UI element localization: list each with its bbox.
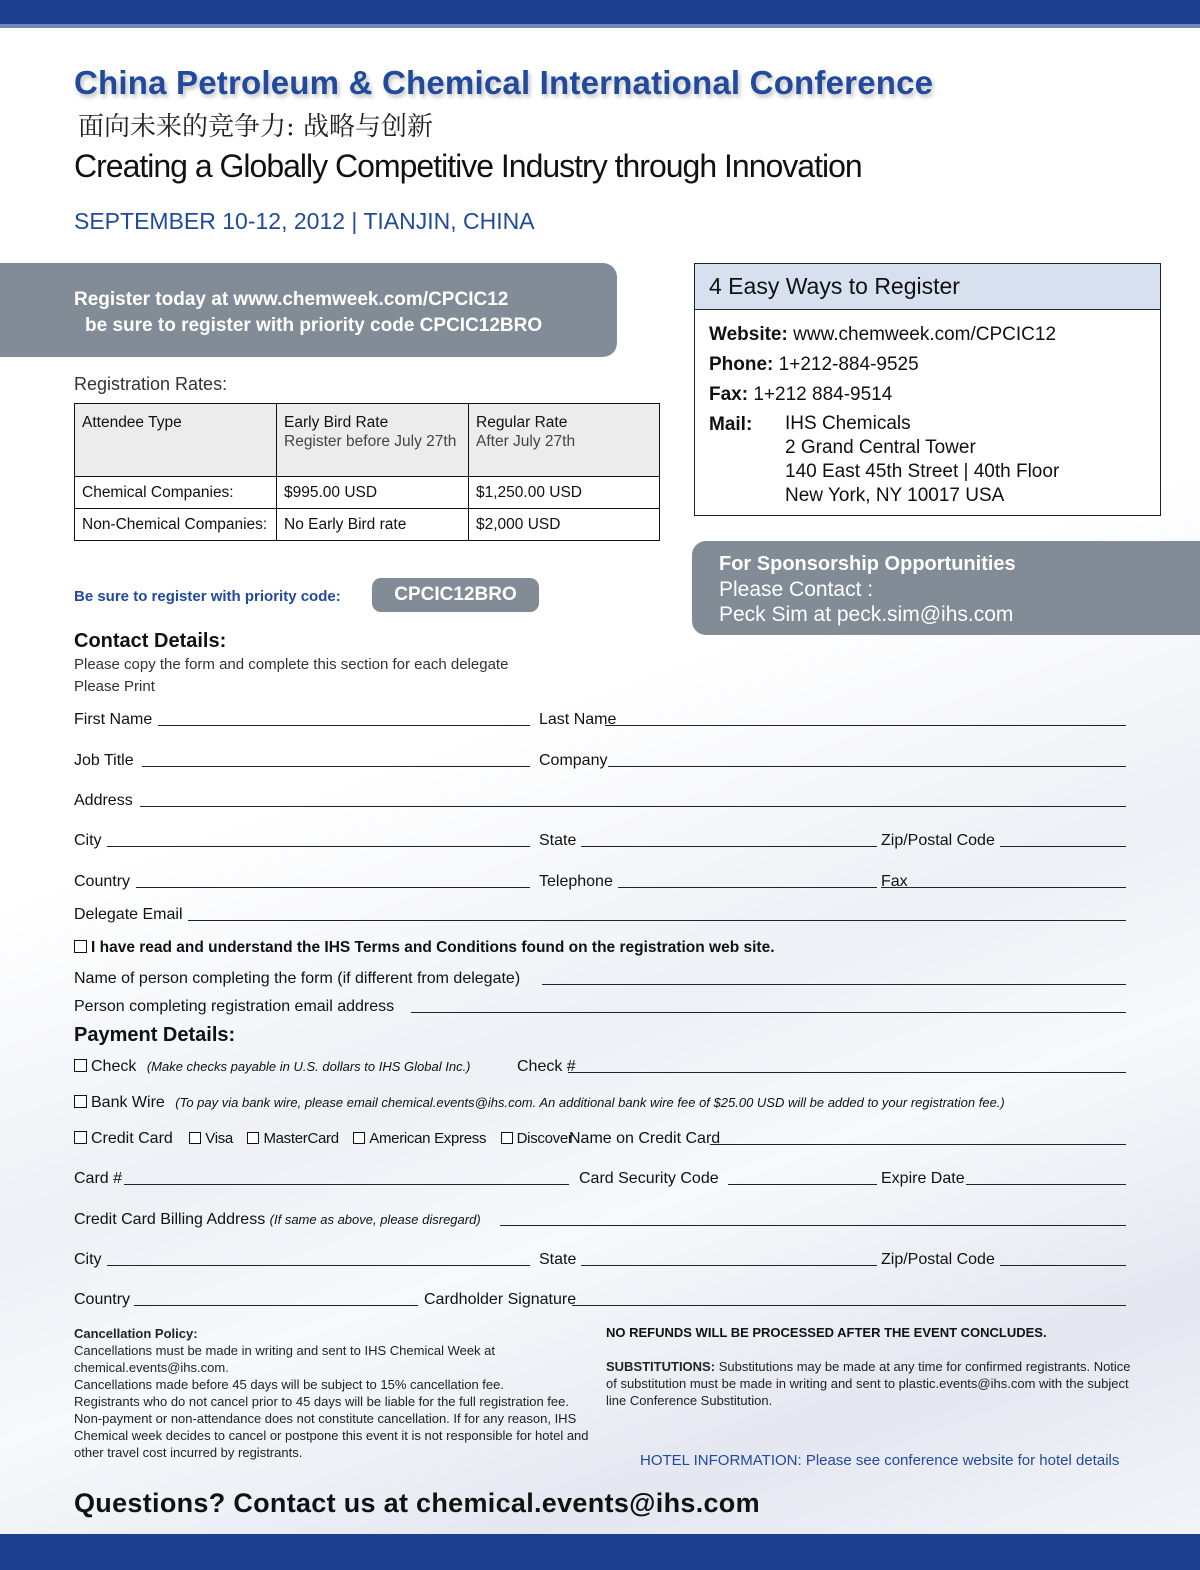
page-title: China Petroleum & Chemical International Conference: [74, 64, 934, 101]
table-cell: Non-Chemical Companies:: [75, 509, 277, 541]
register-banner-line1: Register today at www.chemweek.com/CPCIC12: [74, 289, 509, 310]
event-dateline: SEPTEMBER 10-12, 2012 | TIANJIN, CHINA: [74, 208, 535, 234]
amex-label: American Express: [369, 1130, 487, 1147]
priority-code-label: Be sure to register with priority code:: [74, 588, 341, 605]
policy-heading: Cancellation Policy:: [74, 1326, 198, 1341]
mail-line: IHS Chemicals: [785, 413, 911, 434]
cancellation-policy: [74, 1325, 592, 1461]
zip-label: Zip/Postal Code: [881, 832, 995, 849]
check-row: [74, 1058, 471, 1076]
zip-field[interactable]: [1000, 846, 1126, 847]
job-title-field[interactable]: [142, 766, 530, 767]
billing-label: Credit Card Billing Address: [74, 1211, 266, 1228]
last-name-field[interactable]: [605, 725, 1126, 726]
rates-label: Registration Rates:: [74, 374, 228, 394]
policy-text: Cancellations made before 45 days will be subject to 15% cancellation fee.: [74, 1377, 504, 1392]
credit-card-label: Credit Card: [91, 1130, 173, 1147]
register-banner: [0, 263, 617, 357]
discover-label: Discover: [516, 1130, 573, 1147]
contact-heading: Contact Details:: [74, 630, 227, 652]
substitutions-notice: [606, 1358, 1136, 1409]
country-label: Country: [74, 873, 131, 890]
mail-label: Mail:: [709, 414, 753, 435]
sponsorship-contact[interactable]: Peck Sim at peck.sim@ihs.com: [719, 603, 1014, 626]
country-field[interactable]: [136, 887, 530, 888]
table-header-cell: Attendee Type: [75, 404, 277, 477]
expire-date-field[interactable]: [966, 1184, 1126, 1185]
first-name-field[interactable]: [158, 725, 530, 726]
address-field[interactable]: [140, 806, 1126, 807]
bank-wire-note: (To pay via bank wire, please email chemical.events@ihs.com. An additional bank wire fee of $25.00 USD will be added to your registration fee.): [175, 1095, 1005, 1110]
credit-card-checkbox[interactable]: [74, 1131, 87, 1144]
mail-line: 140 East 45th Street | 40th Floor: [785, 461, 1060, 482]
delegate-email-label: Delegate Email: [74, 906, 183, 923]
address-label: Address: [74, 792, 133, 809]
security-code-field[interactable]: [728, 1184, 877, 1185]
table-cell: No Early Bird rate: [277, 509, 469, 541]
billing-address-field[interactable]: [500, 1225, 1126, 1226]
subtitle-english: Creating a Globally Competitive Industry through Innovation: [74, 148, 862, 184]
terms-text: I have read and understand the IHS Terms and Conditions found on the registration web site.: [91, 939, 775, 956]
website-link[interactable]: www.chemweek.com/CPCIC12: [793, 324, 1057, 345]
billing-state-label: State: [539, 1251, 577, 1268]
substitutions-text: Substitutions may be made at any time for confirmed registrants. Notice of substitution must be made in writing and sent to plastic.events@ihs.com with the subject line Conference Substitution.: [606, 1359, 1131, 1408]
job-title-label: Job Title: [74, 752, 134, 769]
check-note: (Make checks payable in U.S. dollars to IHS Global Inc.): [146, 1059, 471, 1074]
easy-ways-box: [694, 263, 1161, 516]
no-refunds-notice: NO REFUNDS WILL BE PROCESSED AFTER THE EVENT CONCLUDES.: [606, 1325, 1047, 1340]
check-checkbox[interactable]: [74, 1059, 87, 1072]
visa-label: Visa: [205, 1130, 233, 1147]
credit-card-row: [74, 1130, 573, 1148]
policy-text: Cancellations must be made in writing and sent to IHS Chemical Week at chemical.events@ihs.com.: [74, 1343, 496, 1375]
billing-state-field[interactable]: [581, 1265, 877, 1266]
mastercard-checkbox[interactable]: [247, 1132, 259, 1144]
first-name-label: First Name: [74, 711, 153, 728]
person-name-field[interactable]: [542, 984, 1126, 985]
billing-country-field[interactable]: [134, 1305, 418, 1306]
bottom-bar: [0, 1534, 1200, 1570]
rates-table: [74, 403, 660, 541]
subtitle-chinese: 面向未来的竞争力: 战略与创新: [78, 112, 434, 142]
signature-label: Cardholder Signature: [424, 1291, 577, 1308]
contact-note: Please copy the form and complete this section for each delegate: [74, 656, 509, 673]
sponsorship-contact-label: Please Contact :: [719, 578, 874, 601]
billing-city-label: City: [74, 1251, 102, 1268]
billing-city-field[interactable]: [107, 1265, 530, 1266]
questions-contact: Questions? Contact us at chemical.events@ihs.com: [74, 1488, 760, 1518]
name-on-card-label: Name on Credit Card: [569, 1130, 721, 1147]
mail-address: [785, 410, 1059, 508]
telephone-field[interactable]: [618, 887, 877, 888]
expire-date-label: Expire Date: [881, 1170, 965, 1187]
card-number-field[interactable]: [124, 1184, 569, 1185]
fax-field[interactable]: [881, 887, 1126, 888]
visa-checkbox[interactable]: [189, 1132, 201, 1144]
fax-number: 1+212 884-9514: [753, 384, 893, 405]
fax-field-label: Fax: [881, 873, 908, 890]
table-cell: $2,000 USD: [469, 509, 660, 541]
contact-note-print: Please Print: [74, 678, 155, 695]
terms-checkbox[interactable]: [74, 940, 87, 953]
phone-label: Phone:: [709, 354, 774, 375]
person-name-label: Name of person completing the form (if different from delegate): [74, 970, 521, 987]
person-email-field[interactable]: [411, 1012, 1126, 1013]
bank-wire-row: [74, 1094, 1005, 1112]
discover-checkbox[interactable]: [501, 1132, 513, 1144]
mastercard-label: MasterCard: [263, 1130, 339, 1147]
security-code-label: Card Security Code: [579, 1170, 719, 1187]
billing-country-label: Country: [74, 1291, 131, 1308]
check-label: Check: [91, 1058, 137, 1075]
card-number-label: Card #: [74, 1170, 123, 1187]
easy-ways-heading: 4 Easy Ways to Register: [695, 264, 1160, 310]
substitutions-label: SUBSTITUTIONS:: [606, 1359, 716, 1374]
billing-address-label: [74, 1211, 481, 1229]
name-on-card-field[interactable]: [710, 1144, 1126, 1145]
policy-text: Non-payment or non-attendance does not constitute cancellation. If for any reason, IHS Chemical week decides to cancel or postpone this event it is not responsible for hotel and other travel cost incurred by registrants.: [74, 1411, 589, 1460]
billing-note: (If same as above, please disregard): [269, 1212, 481, 1227]
phone-number: 1+212-884-9525: [778, 354, 919, 375]
table-header-cell: Early Bird Rate Register before July 27th: [277, 404, 469, 477]
bank-wire-label: Bank Wire: [91, 1094, 165, 1111]
delegate-email-field[interactable]: [188, 920, 1126, 921]
bank-wire-checkbox[interactable]: [74, 1095, 87, 1108]
terms-row: [74, 939, 775, 957]
register-banner-line2: be sure to register with priority code CPCIC12BRO: [85, 315, 543, 336]
table-cell: $995.00 USD: [277, 477, 469, 509]
person-email-label: Person completing registration email address: [74, 998, 395, 1015]
check-number-label: Check #: [517, 1058, 576, 1075]
signature-field[interactable]: [572, 1305, 1126, 1306]
hotel-information: HOTEL INFORMATION: Please see conference website for hotel details: [640, 1452, 1120, 1469]
state-field[interactable]: [581, 846, 877, 847]
fax-label: Fax:: [709, 384, 749, 405]
company-label: Company: [539, 752, 608, 769]
payment-heading: Payment Details:: [74, 1024, 236, 1046]
mail-line: 2 Grand Central Tower: [785, 437, 976, 458]
company-field[interactable]: [608, 766, 1126, 767]
last-name-label: Last Name: [539, 711, 617, 728]
mail-line: New York, NY 10017 USA: [785, 485, 1005, 506]
city-field[interactable]: [107, 846, 530, 847]
billing-zip-label: Zip/Postal Code: [881, 1251, 995, 1268]
city-label: City: [74, 832, 102, 849]
website-label: Website:: [709, 324, 788, 345]
sponsorship-banner: [692, 541, 1200, 635]
table-cell: $1,250.00 USD: [469, 477, 660, 509]
table-cell: Chemical Companies:: [75, 477, 277, 509]
table-row: [75, 509, 660, 541]
state-label: State: [539, 832, 577, 849]
table-header-cell: Regular Rate After July 27th: [469, 404, 660, 477]
top-bar: [0, 0, 1200, 28]
telephone-label: Telephone: [539, 873, 613, 890]
billing-zip-field[interactable]: [1000, 1265, 1126, 1266]
sponsorship-heading: For Sponsorship Opportunities: [719, 553, 1016, 575]
table-row: [75, 477, 660, 509]
amex-checkbox[interactable]: [353, 1132, 365, 1144]
policy-text: Registrants who do not cancel prior to 45 days will be liable for the full registration fee.: [74, 1394, 569, 1409]
table-header-row: [75, 404, 660, 477]
check-number-field[interactable]: [568, 1072, 1126, 1073]
priority-code-badge: CPCIC12BRO: [372, 578, 539, 612]
